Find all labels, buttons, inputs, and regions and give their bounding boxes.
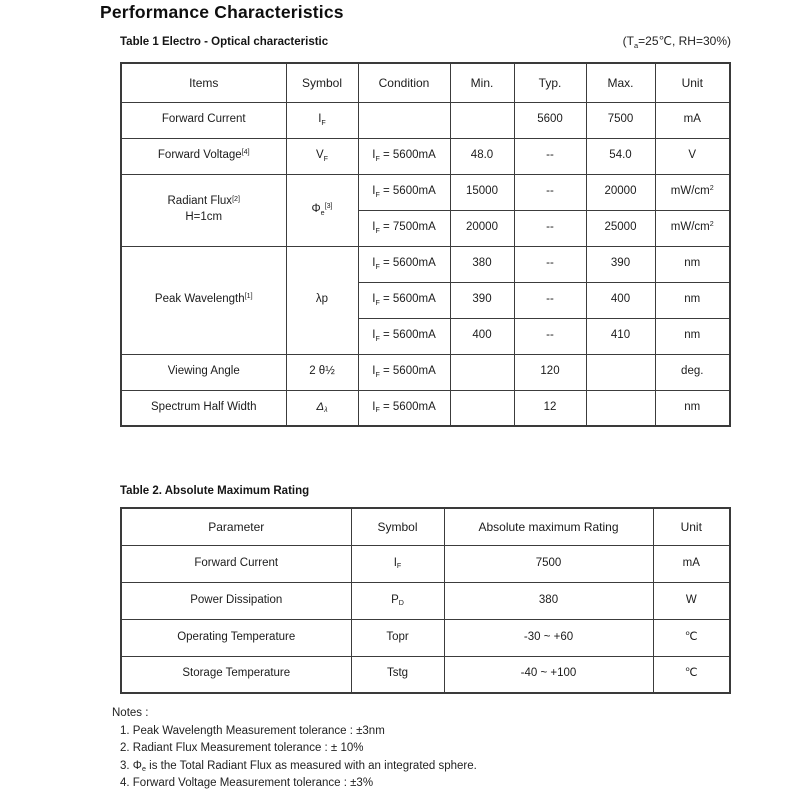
cell-min: 400 — [450, 318, 514, 354]
cell-symbol: $V_F$ — [286, 138, 358, 174]
col-header-condition: Condition — [358, 63, 450, 102]
cell-parameter: Operating Temperature — [121, 619, 351, 656]
ambient-conditions: ($T_a=25℃$, RH=30%) — [622, 34, 731, 50]
col-header-symbol: Symbol — [351, 508, 444, 545]
absolute-maximum-table — [120, 507, 731, 694]
cell-max: 7500 — [586, 102, 655, 138]
table-row-viewing-angle — [121, 354, 730, 390]
cell-typ: -- — [514, 174, 586, 210]
cell-item: Viewing Angle — [121, 354, 286, 390]
cell-condition: $I_F = 5600mA$ — [358, 174, 450, 210]
cell-condition: $I_F = 5600mA$ — [358, 138, 450, 174]
cell-parameter: Power Dissipation — [121, 582, 351, 619]
table-row-spectrum-half-width — [121, 390, 730, 426]
col-header-unit: Unit — [653, 508, 730, 545]
cell-min — [450, 102, 514, 138]
col-header-max: Max. — [586, 63, 655, 102]
cell-max: 54.0 — [586, 138, 655, 174]
note-item: 3. $\Phi_e$ is the Total Radiant Flux as measured with an integrated sphere. — [120, 759, 477, 773]
col-header-unit: Unit — [655, 63, 730, 102]
cell-item: Radiant Flux[2] H=1cm — [121, 174, 286, 246]
cell-condition: $I_F = 5600mA$ — [358, 390, 450, 426]
cell-max: 390 — [586, 246, 655, 282]
table2-caption: Table 2. Absolute Maximum Rating — [120, 485, 310, 497]
cell-max — [586, 354, 655, 390]
cell-symbol: $\Delta_\lambda$ — [286, 390, 358, 426]
note-item: 4. Forward Voltage Measurement tolerance : ±3% — [120, 777, 374, 789]
table-row-peak-wavelength-1 — [121, 246, 730, 282]
table-row-radiant-flux-1 — [121, 174, 730, 210]
table-header-row — [121, 63, 730, 102]
cell-max: 410 — [586, 318, 655, 354]
cell-symbol: 2 θ½ — [286, 354, 358, 390]
cell-min: 380 — [450, 246, 514, 282]
col-header-parameter: Parameter — [121, 508, 351, 545]
cell-max: 25000 — [586, 210, 655, 246]
cell-symbol: $\Phi_e[3]$ — [286, 174, 358, 246]
cell-min: 20000 — [450, 210, 514, 246]
cell-typ: -- — [514, 138, 586, 174]
cell-symbol: $P_D$ — [351, 582, 444, 619]
cell-min: 48.0 — [450, 138, 514, 174]
cell-unit: $mW/cm^2$ — [655, 210, 730, 246]
cell-item: Peak Wavelength[1] — [121, 246, 286, 354]
table1-caption-row — [120, 34, 731, 48]
cell-symbol: $I_F$ — [351, 545, 444, 582]
note-item: 2. Radiant Flux Measurement tolerance : ± 10% — [120, 742, 364, 754]
cell-typ: 120 — [514, 354, 586, 390]
table-row-power-dissipation — [121, 582, 730, 619]
table-row-forward-current — [121, 545, 730, 582]
cell-symbol: Tstg — [351, 656, 444, 693]
col-header-min: Min. — [450, 63, 514, 102]
cell-condition: $I_F = 5600mA$ — [358, 354, 450, 390]
cell-typ: -- — [514, 282, 586, 318]
cell-symbol: λp — [286, 246, 358, 354]
cell-min — [450, 354, 514, 390]
cell-rating: 7500 — [444, 545, 653, 582]
cell-typ: 12 — [514, 390, 586, 426]
col-header-symbol: Symbol — [286, 63, 358, 102]
cell-typ: 5600 — [514, 102, 586, 138]
cell-condition: $I_F = 7500mA$ — [358, 210, 450, 246]
cell-typ: -- — [514, 318, 586, 354]
table-row-forward-current — [121, 102, 730, 138]
notes-label: Notes : — [112, 707, 149, 719]
cell-min: 15000 — [450, 174, 514, 210]
table-row-forward-voltage — [121, 138, 730, 174]
cell-rating: 380 — [444, 582, 653, 619]
cell-max: 400 — [586, 282, 655, 318]
cell-unit: ℃ — [653, 656, 730, 693]
cell-unit: nm — [655, 318, 730, 354]
cell-condition: $I_F = 5600mA$ — [358, 246, 450, 282]
cell-max: 20000 — [586, 174, 655, 210]
page-title: Performance Characteristics — [100, 2, 344, 22]
table-row-operating-temperature — [121, 619, 730, 656]
cell-unit: nm — [655, 390, 730, 426]
cell-item: Forward Current — [121, 102, 286, 138]
cell-item: Spectrum Half Width — [121, 390, 286, 426]
cell-rating: -30 ~ +60 — [444, 619, 653, 656]
cell-parameter: Forward Current — [121, 545, 351, 582]
cell-condition — [358, 102, 450, 138]
cell-min — [450, 390, 514, 426]
table1-caption: Table 1 Electro - Optical characteristic — [120, 36, 329, 48]
cell-symbol: Topr — [351, 619, 444, 656]
cell-unit: deg. — [655, 354, 730, 390]
col-header-items: Items — [121, 63, 286, 102]
cell-unit: ℃ — [653, 619, 730, 656]
cell-rating: -40 ~ +100 — [444, 656, 653, 693]
col-header-rating: Absolute maximum Rating — [444, 508, 653, 545]
cell-condition: $I_F = 5600mA$ — [358, 318, 450, 354]
cell-unit: V — [655, 138, 730, 174]
cell-unit: W — [653, 582, 730, 619]
cell-parameter: Storage Temperature — [121, 656, 351, 693]
notes-section — [112, 705, 477, 793]
cell-typ: -- — [514, 246, 586, 282]
note-item: 1. Peak Wavelength Measurement tolerance : ±3nm — [120, 724, 385, 737]
cell-unit: mA — [653, 545, 730, 582]
table-row-storage-temperature — [121, 656, 730, 693]
cell-condition: $I_F = 5600mA$ — [358, 282, 450, 318]
cell-min: 390 — [450, 282, 514, 318]
table-header-row — [121, 508, 730, 545]
cell-typ: -- — [514, 210, 586, 246]
col-header-typ: Typ. — [514, 63, 586, 102]
cell-unit: nm — [655, 246, 730, 282]
cell-symbol: $I_F$ — [286, 102, 358, 138]
cell-unit: $mW/cm^2$ — [655, 174, 730, 210]
electro-optical-table — [120, 62, 731, 427]
cell-unit: mA — [655, 102, 730, 138]
cell-item: Forward Voltage[4] — [121, 138, 286, 174]
cell-max — [586, 390, 655, 426]
cell-unit: nm — [655, 282, 730, 318]
